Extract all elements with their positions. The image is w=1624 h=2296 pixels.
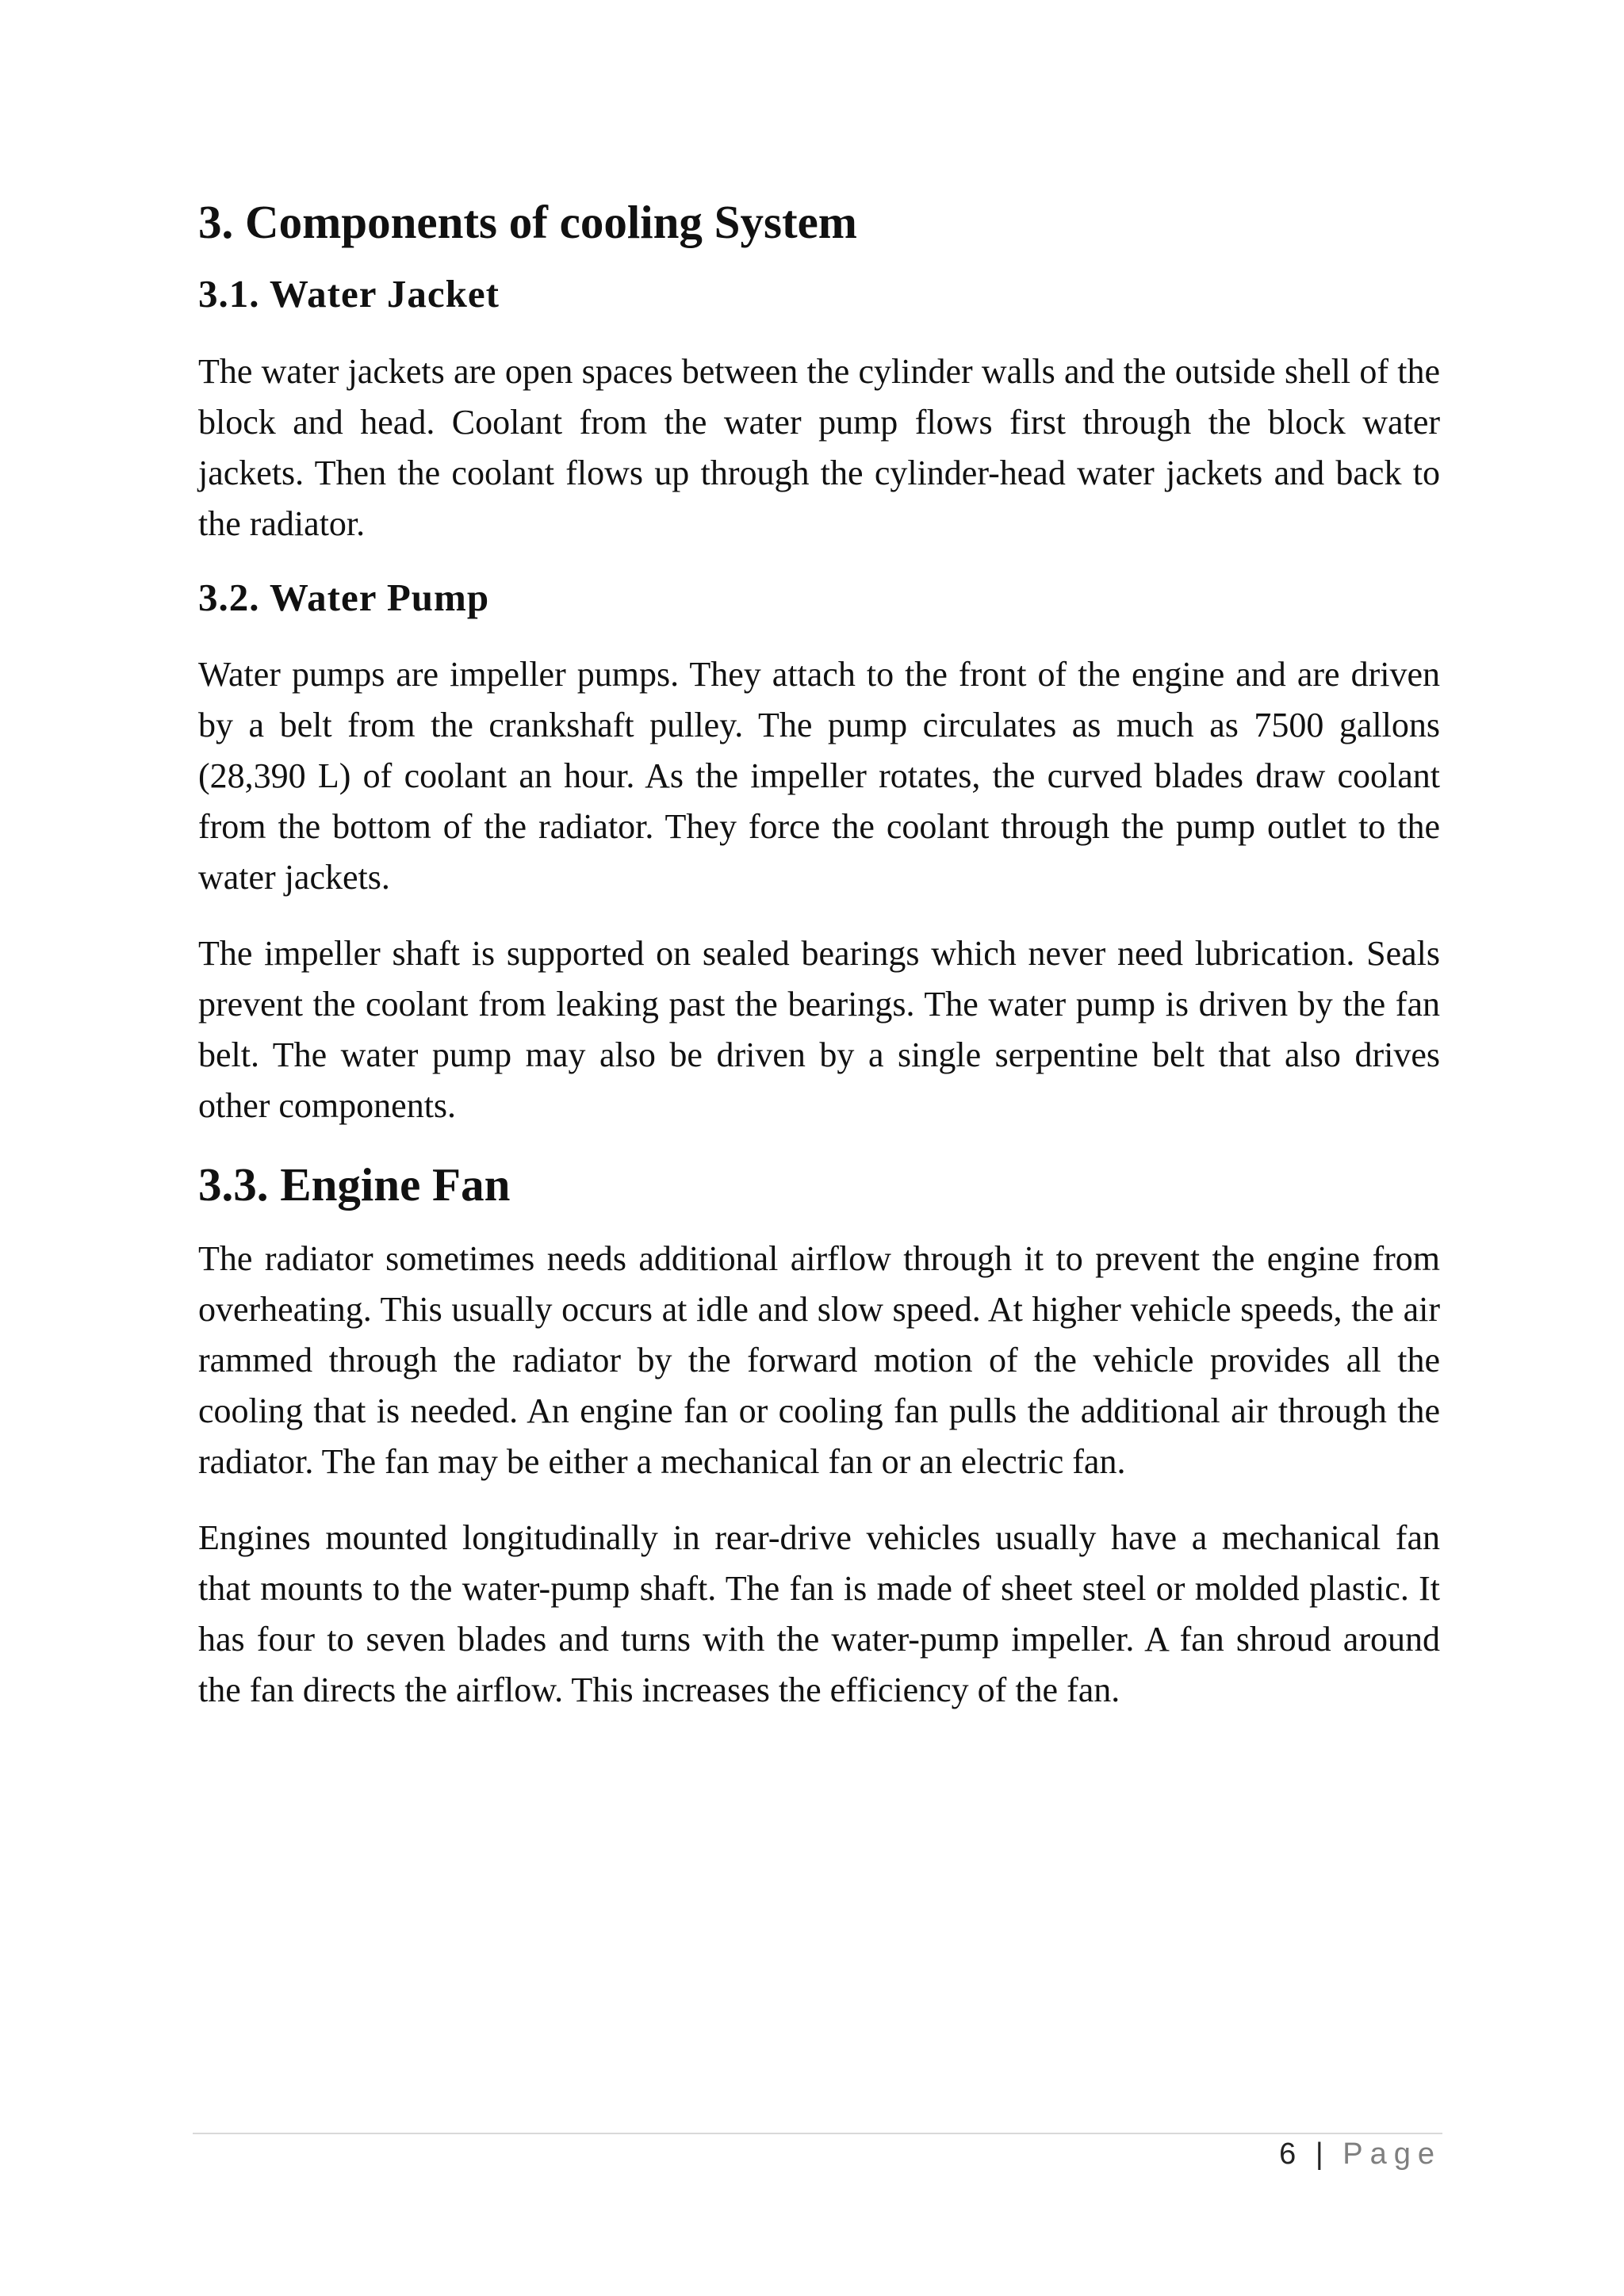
section-title-water-jacket: 3.1. Water Jacket (198, 271, 500, 316)
footer-divider (193, 2133, 1442, 2134)
paragraph-water-jacket-1: The water jackets are open spaces between the cylinder walls and the outside shell of the block and head. Coolant from the water pump flows first through the block water jackets. Then the coolant flows up through the cylinder-head water jackets and back to the radiator. (198, 351, 1440, 543)
paragraph-engine-fan-1: The radiator sometimes needs additional airflow through it to prevent the engine from overheating. This usually occurs at idle and slow speed. At higher vehicle speeds, the air rammed through the radiator by the forward motion of the vehicle provides all the cooling that is needed. An engine fan or cooling fan pulls the additional air through the radiator. The fan may be either a mechanical fan or an electric fan. (198, 1239, 1440, 1482)
page-word: Page (1342, 2137, 1442, 2171)
paragraph-engine-fan-2: Engines mounted longitudinally in rear-drive vehicles usually have a mechanical fan that mounts to the water-pump shaft. The fan is made of sheet steel or molded plastic. It has four to seven blades and turns with the water-pump impeller. A fan shroud around the fan directs the airflow. This increases the efficiency of the fan. (198, 1518, 1440, 1710)
section-water-pump (198, 575, 1440, 1132)
section-title-water-pump: 3.2. Water Pump (198, 575, 490, 619)
page-footer (1279, 2137, 1442, 2172)
page-separator: | (1315, 2137, 1327, 2171)
section-water-jacket (198, 271, 1440, 549)
page-title: 3. Components of cooling System (198, 196, 857, 248)
section-title-engine-fan: 3.3. Engine Fan (198, 1158, 511, 1211)
paragraph-water-pump-1: Water pumps are impeller pumps. They attach to the front of the engine and are driven by a belt from the crankshaft pulley. The pump circulates as much as 7500 gallons (28,390 L) of coolant an hour. As the impeller rotates, the curved blades draw coolant from the bottom of the radiator. They force the coolant through the pump outlet to the water jackets. (198, 655, 1440, 897)
section-engine-fan (198, 1157, 1440, 1716)
page-number: 6 (1279, 2137, 1300, 2171)
paragraph-water-pump-2: The impeller shaft is supported on sealed bearings which never need lubrication. Seals prevent the coolant from leaking past the bearings. The water pump is driven by the fan belt. The water pump may also be driven by a single serpentine belt that also drives other components. (198, 934, 1440, 1126)
page-content (198, 194, 1440, 1741)
